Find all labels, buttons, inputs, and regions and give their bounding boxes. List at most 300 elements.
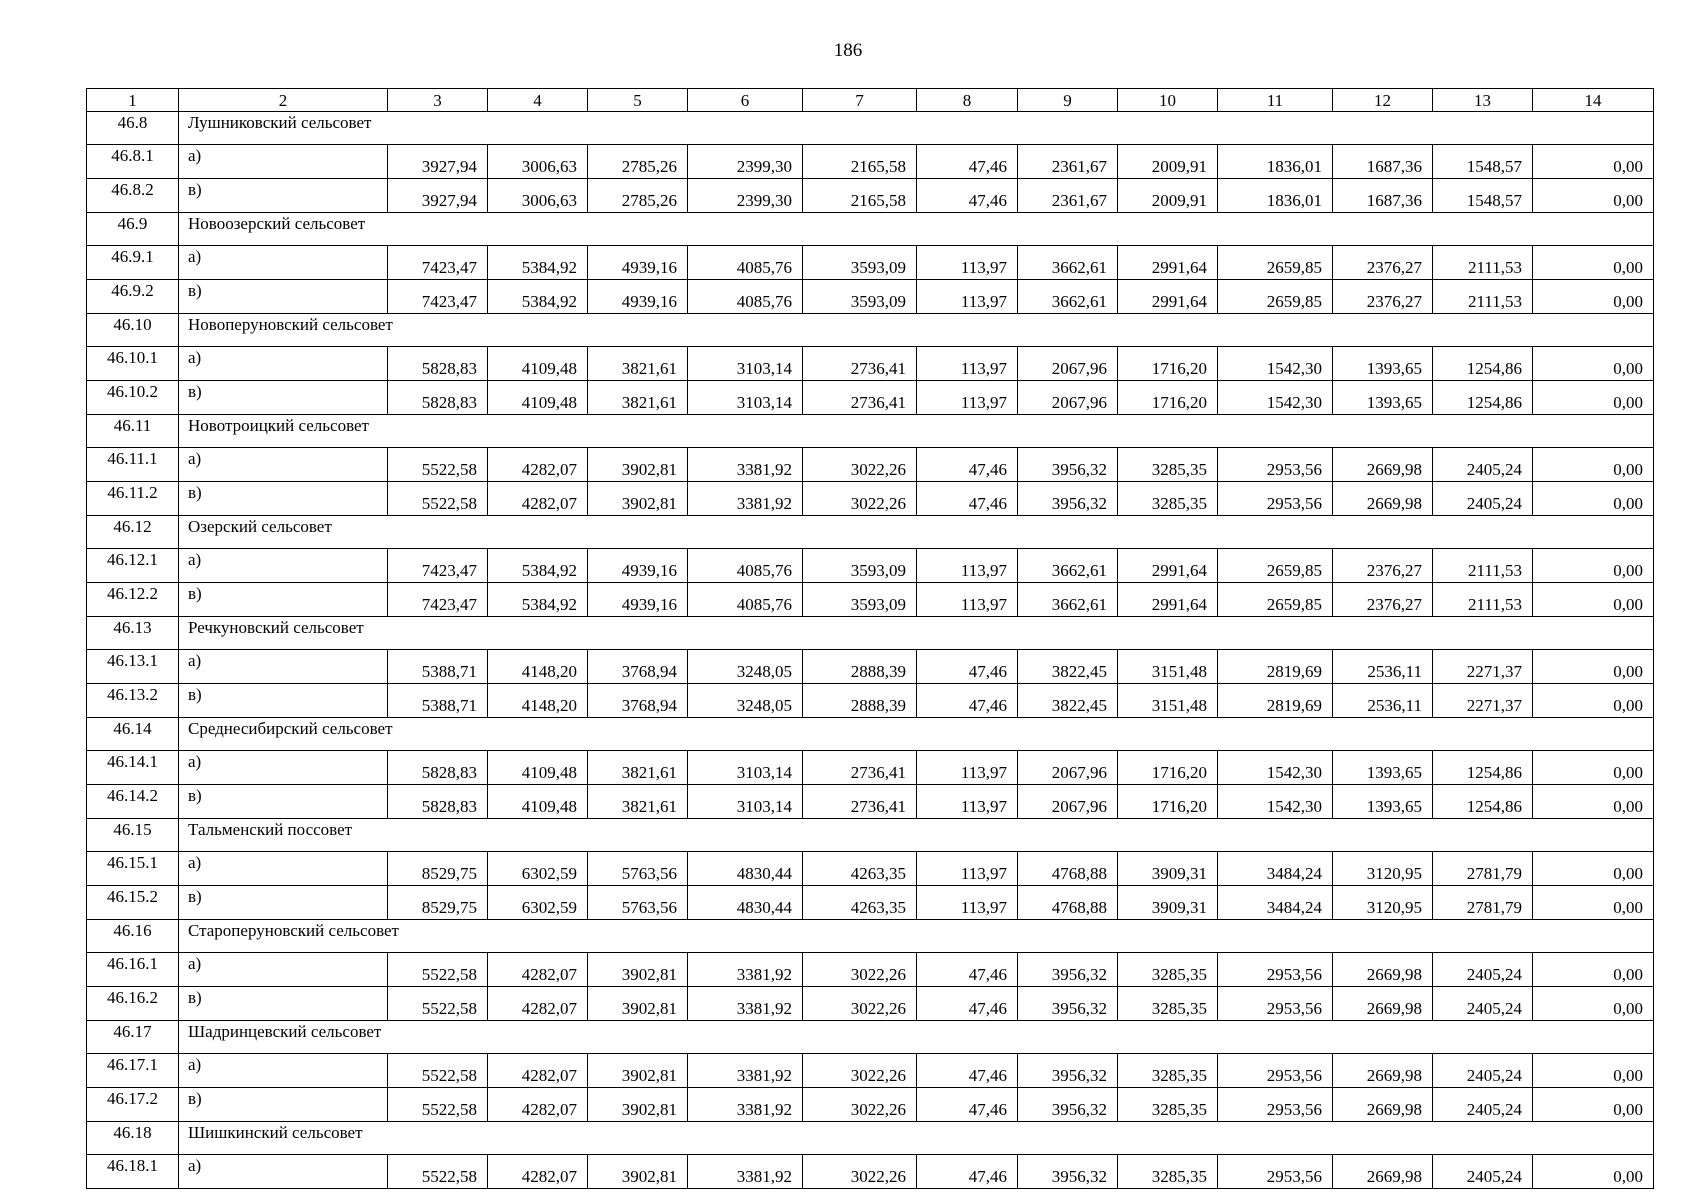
value-cell-col-6: 4085,76 bbox=[688, 583, 803, 617]
row-label: в) bbox=[179, 987, 388, 1021]
value-cell-col-7: 3022,26 bbox=[803, 448, 917, 482]
value-cell-col-9: 2067,96 bbox=[1018, 751, 1118, 785]
value-cell-col-5: 2785,26 bbox=[588, 179, 688, 213]
value-cell-col-7: 3022,26 bbox=[803, 953, 917, 987]
value-cell-col-13: 2271,37 bbox=[1433, 684, 1533, 718]
row-label: в) bbox=[179, 381, 388, 415]
value-cell-col-6: 3103,14 bbox=[688, 785, 803, 819]
row-code: 46.14.2 bbox=[87, 785, 179, 819]
value-cell-col-11: 2659,85 bbox=[1218, 583, 1333, 617]
value-cell-col-11: 1542,30 bbox=[1218, 381, 1333, 415]
value-cell-col-7: 2888,39 bbox=[803, 650, 917, 684]
column-number-2: 2 bbox=[179, 89, 388, 112]
value-cell-col-11: 2819,69 bbox=[1218, 684, 1333, 718]
value-cell-col-4: 6302,59 bbox=[488, 852, 588, 886]
value-cell-col-9: 3662,61 bbox=[1018, 246, 1118, 280]
group-name: Озерский сельсовет bbox=[179, 516, 1654, 549]
value-cell-col-7: 3593,09 bbox=[803, 583, 917, 617]
value-cell-col-3: 5828,83 bbox=[388, 785, 488, 819]
value-cell-col-12: 1393,65 bbox=[1333, 785, 1433, 819]
value-cell-col-5: 3821,61 bbox=[588, 785, 688, 819]
value-cell-col-9: 2361,67 bbox=[1018, 179, 1118, 213]
value-cell-col-5: 4939,16 bbox=[588, 280, 688, 314]
value-cell-col-6: 3381,92 bbox=[688, 1155, 803, 1189]
value-cell-col-8: 113,97 bbox=[917, 886, 1018, 920]
value-cell-col-9: 3662,61 bbox=[1018, 280, 1118, 314]
value-cell-col-14: 0,00 bbox=[1533, 347, 1654, 381]
value-cell-col-10: 2009,91 bbox=[1118, 179, 1218, 213]
value-cell-col-6: 3381,92 bbox=[688, 987, 803, 1021]
value-cell-col-4: 4148,20 bbox=[488, 650, 588, 684]
value-cell-col-11: 2659,85 bbox=[1218, 280, 1333, 314]
group-name: Новоперуновский сельсовет bbox=[179, 314, 1654, 347]
value-cell-col-13: 1254,86 bbox=[1433, 381, 1533, 415]
value-cell-col-6: 4085,76 bbox=[688, 280, 803, 314]
value-cell-col-10: 3285,35 bbox=[1118, 482, 1218, 516]
value-cell-col-11: 2953,56 bbox=[1218, 1088, 1333, 1122]
value-cell-col-8: 113,97 bbox=[917, 583, 1018, 617]
value-cell-col-11: 1542,30 bbox=[1218, 785, 1333, 819]
value-cell-col-5: 3902,81 bbox=[588, 1155, 688, 1189]
value-cell-col-11: 2953,56 bbox=[1218, 482, 1333, 516]
value-cell-col-9: 3956,32 bbox=[1018, 1088, 1118, 1122]
table-row bbox=[87, 145, 1654, 179]
value-cell-col-4: 4109,48 bbox=[488, 751, 588, 785]
column-number-5: 5 bbox=[588, 89, 688, 112]
value-cell-col-5: 5763,56 bbox=[588, 886, 688, 920]
value-cell-col-9: 3956,32 bbox=[1018, 987, 1118, 1021]
value-cell-col-6: 2399,30 bbox=[688, 145, 803, 179]
value-cell-col-3: 7423,47 bbox=[388, 246, 488, 280]
value-cell-col-10: 3285,35 bbox=[1118, 953, 1218, 987]
value-cell-col-11: 2953,56 bbox=[1218, 987, 1333, 1021]
value-cell-col-8: 113,97 bbox=[917, 751, 1018, 785]
group-row bbox=[87, 314, 1654, 347]
column-number-1: 1 bbox=[87, 89, 179, 112]
row-code: 46.17.1 bbox=[87, 1054, 179, 1088]
value-cell-col-8: 113,97 bbox=[917, 785, 1018, 819]
group-code: 46.10 bbox=[87, 314, 179, 347]
value-cell-col-7: 3593,09 bbox=[803, 246, 917, 280]
row-code: 46.13.1 bbox=[87, 650, 179, 684]
value-cell-col-8: 113,97 bbox=[917, 347, 1018, 381]
page-number: 186 bbox=[833, 40, 863, 61]
value-cell-col-4: 3006,63 bbox=[488, 145, 588, 179]
value-cell-col-6: 4085,76 bbox=[688, 246, 803, 280]
value-cell-col-8: 47,46 bbox=[917, 987, 1018, 1021]
value-cell-col-5: 3768,94 bbox=[588, 650, 688, 684]
value-cell-col-3: 3927,94 bbox=[388, 145, 488, 179]
value-cell-col-12: 2669,98 bbox=[1333, 448, 1433, 482]
value-cell-col-9: 3956,32 bbox=[1018, 1155, 1118, 1189]
value-cell-col-7: 3022,26 bbox=[803, 1088, 917, 1122]
value-cell-col-13: 2111,53 bbox=[1433, 583, 1533, 617]
value-cell-col-5: 3821,61 bbox=[588, 347, 688, 381]
value-cell-col-3: 5522,58 bbox=[388, 482, 488, 516]
value-cell-col-7: 4263,35 bbox=[803, 886, 917, 920]
value-cell-col-3: 8529,75 bbox=[388, 886, 488, 920]
column-number-8: 8 bbox=[917, 89, 1018, 112]
value-cell-col-10: 1716,20 bbox=[1118, 347, 1218, 381]
value-cell-col-4: 4282,07 bbox=[488, 1088, 588, 1122]
value-cell-col-10: 3909,31 bbox=[1118, 886, 1218, 920]
value-cell-col-12: 2669,98 bbox=[1333, 987, 1433, 1021]
value-cell-col-5: 3902,81 bbox=[588, 1054, 688, 1088]
value-cell-col-12: 2376,27 bbox=[1333, 246, 1433, 280]
value-cell-col-10: 3285,35 bbox=[1118, 1088, 1218, 1122]
value-cell-col-14: 0,00 bbox=[1533, 583, 1654, 617]
row-code: 46.16.1 bbox=[87, 953, 179, 987]
table-row bbox=[87, 650, 1654, 684]
value-cell-col-9: 3822,45 bbox=[1018, 684, 1118, 718]
table-row bbox=[87, 549, 1654, 583]
column-number-6: 6 bbox=[688, 89, 803, 112]
value-cell-col-13: 2405,24 bbox=[1433, 448, 1533, 482]
value-cell-col-5: 3902,81 bbox=[588, 482, 688, 516]
table-row bbox=[87, 1088, 1654, 1122]
value-cell-col-4: 4109,48 bbox=[488, 381, 588, 415]
column-number-7: 7 bbox=[803, 89, 917, 112]
value-cell-col-11: 1542,30 bbox=[1218, 751, 1333, 785]
column-number-row bbox=[87, 89, 1654, 112]
value-cell-col-11: 1836,01 bbox=[1218, 145, 1333, 179]
row-code: 46.18.1 bbox=[87, 1155, 179, 1189]
group-row bbox=[87, 1021, 1654, 1054]
value-cell-col-12: 2669,98 bbox=[1333, 1054, 1433, 1088]
value-cell-col-13: 1254,86 bbox=[1433, 751, 1533, 785]
column-number-9: 9 bbox=[1018, 89, 1118, 112]
row-label: а) bbox=[179, 953, 388, 987]
value-cell-col-14: 0,00 bbox=[1533, 448, 1654, 482]
value-cell-col-4: 4282,07 bbox=[488, 953, 588, 987]
value-cell-col-11: 2953,56 bbox=[1218, 1155, 1333, 1189]
value-cell-col-10: 1716,20 bbox=[1118, 381, 1218, 415]
value-cell-col-10: 3285,35 bbox=[1118, 1054, 1218, 1088]
value-cell-col-9: 3956,32 bbox=[1018, 482, 1118, 516]
value-cell-col-5: 3902,81 bbox=[588, 987, 688, 1021]
row-label: а) bbox=[179, 549, 388, 583]
table-row bbox=[87, 852, 1654, 886]
column-number-12: 12 bbox=[1333, 89, 1433, 112]
row-code: 46.11.2 bbox=[87, 482, 179, 516]
value-cell-col-7: 3593,09 bbox=[803, 280, 917, 314]
value-cell-col-3: 7423,47 bbox=[388, 549, 488, 583]
value-cell-col-3: 5522,58 bbox=[388, 1088, 488, 1122]
value-cell-col-6: 3381,92 bbox=[688, 1054, 803, 1088]
value-cell-col-6: 3103,14 bbox=[688, 381, 803, 415]
row-label: в) bbox=[179, 280, 388, 314]
value-cell-col-9: 3956,32 bbox=[1018, 448, 1118, 482]
group-row bbox=[87, 617, 1654, 650]
value-cell-col-11: 3484,24 bbox=[1218, 886, 1333, 920]
group-code: 46.12 bbox=[87, 516, 179, 549]
group-code: 46.15 bbox=[87, 819, 179, 852]
value-cell-col-14: 0,00 bbox=[1533, 482, 1654, 516]
value-cell-col-5: 4939,16 bbox=[588, 246, 688, 280]
value-cell-col-14: 0,00 bbox=[1533, 886, 1654, 920]
group-row bbox=[87, 718, 1654, 751]
value-cell-col-14: 0,00 bbox=[1533, 549, 1654, 583]
row-code: 46.14.1 bbox=[87, 751, 179, 785]
value-cell-col-5: 4939,16 bbox=[588, 583, 688, 617]
row-code: 46.16.2 bbox=[87, 987, 179, 1021]
value-cell-col-10: 2009,91 bbox=[1118, 145, 1218, 179]
value-cell-col-13: 2405,24 bbox=[1433, 482, 1533, 516]
value-cell-col-7: 2736,41 bbox=[803, 381, 917, 415]
value-cell-col-5: 3768,94 bbox=[588, 684, 688, 718]
value-cell-col-6: 4830,44 bbox=[688, 852, 803, 886]
value-cell-col-6: 4085,76 bbox=[688, 549, 803, 583]
group-row bbox=[87, 516, 1654, 549]
row-label: в) bbox=[179, 886, 388, 920]
group-code: 46.18 bbox=[87, 1122, 179, 1155]
table-row bbox=[87, 482, 1654, 516]
column-number-4: 4 bbox=[488, 89, 588, 112]
value-cell-col-11: 2659,85 bbox=[1218, 549, 1333, 583]
value-cell-col-5: 3902,81 bbox=[588, 1088, 688, 1122]
value-cell-col-13: 1254,86 bbox=[1433, 347, 1533, 381]
value-cell-col-6: 3381,92 bbox=[688, 953, 803, 987]
table-row bbox=[87, 886, 1654, 920]
value-cell-col-9: 3956,32 bbox=[1018, 1054, 1118, 1088]
table-row bbox=[87, 179, 1654, 213]
value-cell-col-11: 2953,56 bbox=[1218, 448, 1333, 482]
value-cell-col-13: 2111,53 bbox=[1433, 280, 1533, 314]
value-cell-col-9: 3662,61 bbox=[1018, 583, 1118, 617]
value-cell-col-10: 3151,48 bbox=[1118, 650, 1218, 684]
value-cell-col-4: 5384,92 bbox=[488, 246, 588, 280]
value-cell-col-13: 1254,86 bbox=[1433, 785, 1533, 819]
value-cell-col-9: 3956,32 bbox=[1018, 953, 1118, 987]
value-cell-col-12: 2536,11 bbox=[1333, 650, 1433, 684]
value-cell-col-14: 0,00 bbox=[1533, 246, 1654, 280]
row-label: в) bbox=[179, 482, 388, 516]
value-cell-col-10: 2991,64 bbox=[1118, 583, 1218, 617]
value-cell-col-12: 2536,11 bbox=[1333, 684, 1433, 718]
value-cell-col-4: 5384,92 bbox=[488, 549, 588, 583]
value-cell-col-3: 8529,75 bbox=[388, 852, 488, 886]
value-cell-col-14: 0,00 bbox=[1533, 751, 1654, 785]
value-cell-col-4: 4282,07 bbox=[488, 482, 588, 516]
value-cell-col-10: 1716,20 bbox=[1118, 751, 1218, 785]
value-cell-col-11: 2953,56 bbox=[1218, 953, 1333, 987]
group-code: 46.11 bbox=[87, 415, 179, 448]
value-cell-col-8: 47,46 bbox=[917, 448, 1018, 482]
table-row bbox=[87, 280, 1654, 314]
value-cell-col-10: 2991,64 bbox=[1118, 246, 1218, 280]
value-cell-col-10: 1716,20 bbox=[1118, 785, 1218, 819]
value-cell-col-12: 2669,98 bbox=[1333, 482, 1433, 516]
value-cell-col-6: 3103,14 bbox=[688, 347, 803, 381]
value-cell-col-8: 113,97 bbox=[917, 246, 1018, 280]
value-cell-col-11: 1836,01 bbox=[1218, 179, 1333, 213]
row-code: 46.10.2 bbox=[87, 381, 179, 415]
value-cell-col-7: 3593,09 bbox=[803, 549, 917, 583]
row-code: 46.13.2 bbox=[87, 684, 179, 718]
value-cell-col-6: 3248,05 bbox=[688, 650, 803, 684]
row-label: а) bbox=[179, 852, 388, 886]
table-row bbox=[87, 246, 1654, 280]
value-cell-col-14: 0,00 bbox=[1533, 785, 1654, 819]
value-cell-col-3: 5522,58 bbox=[388, 1054, 488, 1088]
value-cell-col-3: 7423,47 bbox=[388, 583, 488, 617]
value-cell-col-14: 0,00 bbox=[1533, 1088, 1654, 1122]
value-cell-col-12: 1687,36 bbox=[1333, 145, 1433, 179]
value-cell-col-12: 1393,65 bbox=[1333, 381, 1433, 415]
value-cell-col-8: 47,46 bbox=[917, 482, 1018, 516]
group-name: Шишкинский сельсовет bbox=[179, 1122, 1654, 1155]
value-cell-col-10: 3285,35 bbox=[1118, 448, 1218, 482]
value-cell-col-7: 2165,58 bbox=[803, 145, 917, 179]
value-cell-col-3: 5522,58 bbox=[388, 448, 488, 482]
value-cell-col-13: 2271,37 bbox=[1433, 650, 1533, 684]
value-cell-col-3: 5388,71 bbox=[388, 650, 488, 684]
value-cell-col-10: 3285,35 bbox=[1118, 987, 1218, 1021]
row-code: 46.8.1 bbox=[87, 145, 179, 179]
group-row bbox=[87, 920, 1654, 953]
value-cell-col-7: 3022,26 bbox=[803, 1155, 917, 1189]
table-body bbox=[87, 89, 1654, 1189]
value-cell-col-4: 5384,92 bbox=[488, 583, 588, 617]
value-cell-col-8: 47,46 bbox=[917, 1155, 1018, 1189]
value-cell-col-12: 3120,95 bbox=[1333, 886, 1433, 920]
table-row bbox=[87, 1155, 1654, 1189]
value-cell-col-10: 3151,48 bbox=[1118, 684, 1218, 718]
row-label: а) bbox=[179, 1054, 388, 1088]
value-cell-col-8: 47,46 bbox=[917, 179, 1018, 213]
value-cell-col-8: 47,46 bbox=[917, 684, 1018, 718]
group-name: Тальменский поссовет bbox=[179, 819, 1654, 852]
table-row bbox=[87, 347, 1654, 381]
value-cell-col-9: 3662,61 bbox=[1018, 549, 1118, 583]
value-cell-col-13: 2111,53 bbox=[1433, 549, 1533, 583]
value-cell-col-10: 3285,35 bbox=[1118, 1155, 1218, 1189]
value-cell-col-3: 3927,94 bbox=[388, 179, 488, 213]
group-name: Новоозерский сельсовет bbox=[179, 213, 1654, 246]
value-cell-col-7: 2736,41 bbox=[803, 751, 917, 785]
tariff-table bbox=[86, 88, 1654, 1189]
column-number-11: 11 bbox=[1218, 89, 1333, 112]
group-name: Лушниковский сельсовет bbox=[179, 112, 1654, 145]
value-cell-col-7: 4263,35 bbox=[803, 852, 917, 886]
group-name: Новотроицкий сельсовет bbox=[179, 415, 1654, 448]
value-cell-col-5: 3902,81 bbox=[588, 448, 688, 482]
value-cell-col-12: 1687,36 bbox=[1333, 179, 1433, 213]
value-cell-col-3: 5828,83 bbox=[388, 381, 488, 415]
value-cell-col-10: 2991,64 bbox=[1118, 280, 1218, 314]
value-cell-col-12: 2376,27 bbox=[1333, 583, 1433, 617]
value-cell-col-6: 3381,92 bbox=[688, 448, 803, 482]
group-name: Староперуновский сельсовет bbox=[179, 920, 1654, 953]
value-cell-col-9: 2067,96 bbox=[1018, 381, 1118, 415]
group-row bbox=[87, 819, 1654, 852]
value-cell-col-5: 2785,26 bbox=[588, 145, 688, 179]
group-code: 46.8 bbox=[87, 112, 179, 145]
value-cell-col-6: 3103,14 bbox=[688, 751, 803, 785]
row-code: 46.15.2 bbox=[87, 886, 179, 920]
value-cell-col-11: 2659,85 bbox=[1218, 246, 1333, 280]
row-label: в) bbox=[179, 785, 388, 819]
value-cell-col-3: 7423,47 bbox=[388, 280, 488, 314]
table-row bbox=[87, 751, 1654, 785]
value-cell-col-5: 4939,16 bbox=[588, 549, 688, 583]
value-cell-col-7: 3022,26 bbox=[803, 482, 917, 516]
value-cell-col-4: 4282,07 bbox=[488, 448, 588, 482]
value-cell-col-9: 2067,96 bbox=[1018, 347, 1118, 381]
value-cell-col-6: 3381,92 bbox=[688, 482, 803, 516]
group-name: Шадринцевский сельсовет bbox=[179, 1021, 1654, 1054]
value-cell-col-14: 0,00 bbox=[1533, 381, 1654, 415]
value-cell-col-4: 5384,92 bbox=[488, 280, 588, 314]
group-code: 46.14 bbox=[87, 718, 179, 751]
value-cell-col-11: 3484,24 bbox=[1218, 852, 1333, 886]
value-cell-col-9: 3822,45 bbox=[1018, 650, 1118, 684]
value-cell-col-8: 47,46 bbox=[917, 650, 1018, 684]
table-row bbox=[87, 987, 1654, 1021]
value-cell-col-12: 2376,27 bbox=[1333, 280, 1433, 314]
value-cell-col-4: 4282,07 bbox=[488, 1155, 588, 1189]
row-code: 46.12.1 bbox=[87, 549, 179, 583]
value-cell-col-4: 4282,07 bbox=[488, 987, 588, 1021]
value-cell-col-8: 113,97 bbox=[917, 549, 1018, 583]
value-cell-col-11: 2953,56 bbox=[1218, 1054, 1333, 1088]
value-cell-col-10: 3909,31 bbox=[1118, 852, 1218, 886]
group-name: Среднесибирский сельсовет bbox=[179, 718, 1654, 751]
row-label: в) bbox=[179, 179, 388, 213]
value-cell-col-13: 1548,57 bbox=[1433, 145, 1533, 179]
value-cell-col-12: 2669,98 bbox=[1333, 1088, 1433, 1122]
value-cell-col-9: 4768,88 bbox=[1018, 886, 1118, 920]
value-cell-col-12: 1393,65 bbox=[1333, 751, 1433, 785]
value-cell-col-14: 0,00 bbox=[1533, 145, 1654, 179]
value-cell-col-12: 1393,65 bbox=[1333, 347, 1433, 381]
value-cell-col-5: 3902,81 bbox=[588, 953, 688, 987]
value-cell-col-7: 3022,26 bbox=[803, 987, 917, 1021]
table-row bbox=[87, 785, 1654, 819]
value-cell-col-5: 3821,61 bbox=[588, 751, 688, 785]
group-row bbox=[87, 213, 1654, 246]
value-cell-col-13: 2405,24 bbox=[1433, 1088, 1533, 1122]
value-cell-col-7: 3022,26 bbox=[803, 1054, 917, 1088]
row-code: 46.17.2 bbox=[87, 1088, 179, 1122]
value-cell-col-6: 3381,92 bbox=[688, 1088, 803, 1122]
row-code: 46.11.1 bbox=[87, 448, 179, 482]
column-number-13: 13 bbox=[1433, 89, 1533, 112]
group-code: 46.16 bbox=[87, 920, 179, 953]
value-cell-col-3: 5522,58 bbox=[388, 953, 488, 987]
row-label: а) bbox=[179, 448, 388, 482]
value-cell-col-13: 2405,24 bbox=[1433, 1054, 1533, 1088]
value-cell-col-13: 2405,24 bbox=[1433, 953, 1533, 987]
row-code: 46.12.2 bbox=[87, 583, 179, 617]
value-cell-col-12: 2669,98 bbox=[1333, 1155, 1433, 1189]
value-cell-col-6: 4830,44 bbox=[688, 886, 803, 920]
group-row bbox=[87, 1122, 1654, 1155]
group-row bbox=[87, 415, 1654, 448]
row-code: 46.9.2 bbox=[87, 280, 179, 314]
value-cell-col-14: 0,00 bbox=[1533, 684, 1654, 718]
group-code: 46.17 bbox=[87, 1021, 179, 1054]
value-cell-col-13: 2781,79 bbox=[1433, 852, 1533, 886]
value-cell-col-9: 2067,96 bbox=[1018, 785, 1118, 819]
value-cell-col-4: 6302,59 bbox=[488, 886, 588, 920]
value-cell-col-8: 47,46 bbox=[917, 1054, 1018, 1088]
value-cell-col-4: 4109,48 bbox=[488, 347, 588, 381]
value-cell-col-14: 0,00 bbox=[1533, 1155, 1654, 1189]
group-row bbox=[87, 112, 1654, 145]
table-row bbox=[87, 583, 1654, 617]
row-label: а) bbox=[179, 145, 388, 179]
